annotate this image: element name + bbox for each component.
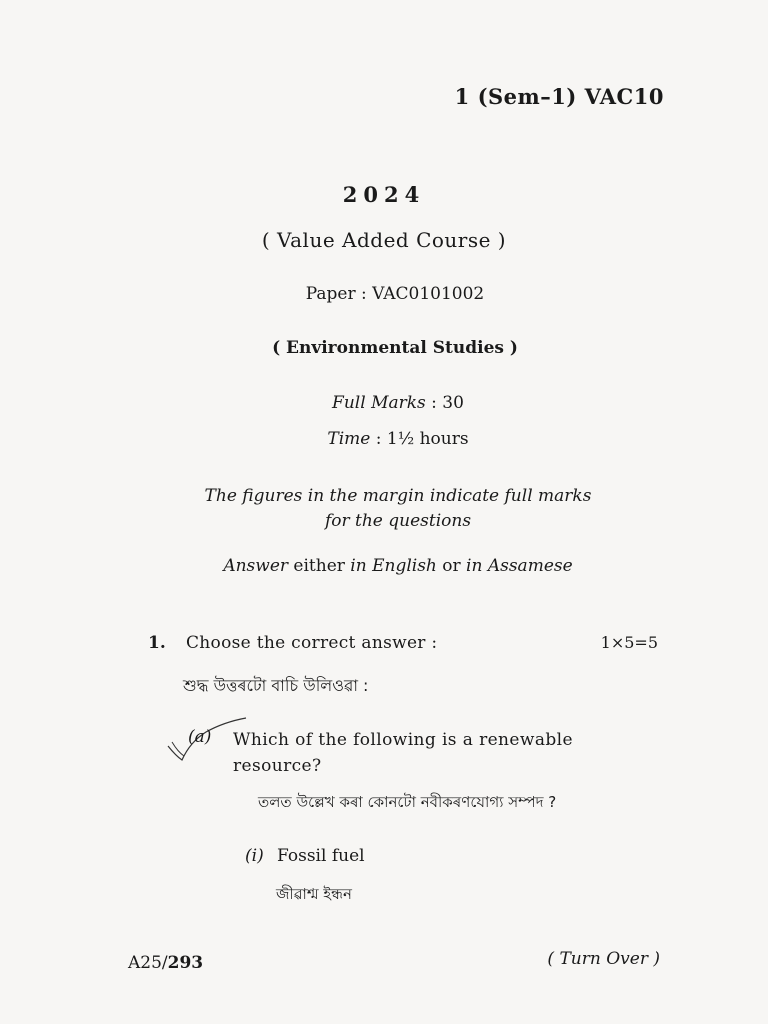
lang-english: in English [350, 556, 437, 576]
turn-over: ( Turn Over ) [547, 949, 660, 969]
full-marks-value: : 30 [425, 393, 464, 413]
part-a-text-assamese: তলত উল্লেখ কৰা কোনটো নবীকৰণযোগ্য সম্পদ ? [258, 793, 557, 811]
full-marks-label: Full Marks [332, 393, 426, 413]
lang-answer: Answer [223, 556, 289, 576]
paper-number: Paper : VAC0101002 [305, 284, 485, 304]
question-marks: 1×5=5 [600, 633, 658, 652]
footer-code [128, 953, 203, 973]
course-name: ( Value Added Course ) [261, 228, 507, 252]
option-i-text: Fossil fuel [277, 846, 365, 866]
subject-title: ( Environmental Studies ) [272, 338, 518, 358]
marks-note-line1: The figures in the margin indicate full marks [204, 486, 592, 506]
time-label: Time [327, 429, 371, 449]
paper-code: 1 (Sem–1) VAC10 [454, 84, 664, 109]
full-marks [0, 393, 768, 413]
part-a-text [233, 727, 573, 779]
language-instruction [0, 556, 768, 576]
marks-note [0, 484, 768, 534]
question-number: 1. [148, 633, 166, 653]
part-a-text-line1: Which of the following is a renewable [233, 730, 573, 750]
question-text: Choose the correct answer : [186, 633, 438, 653]
lang-or: or [436, 556, 467, 576]
time-value: : 1½ hours [370, 429, 469, 449]
footer-code-prefix: A25/ [128, 953, 168, 973]
lang-assamese: in Assamese [466, 556, 573, 576]
option-i-label: (i) [245, 846, 264, 866]
lang-either: either [288, 556, 351, 576]
footer-code-number: 293 [167, 953, 204, 973]
marks-note-line2: for the questions [324, 511, 472, 531]
exam-year: 2024 [342, 182, 426, 207]
part-a-text-line2: resource? [233, 756, 322, 776]
question-text-assamese: শুদ্ধ উত্তৰটো বাচি উলিওৱা : [183, 676, 369, 695]
exam-time [0, 429, 768, 449]
part-a-label: (a) [188, 727, 212, 747]
option-i-text-assamese: জীৱাশ্ম ইন্ধন [276, 885, 352, 903]
